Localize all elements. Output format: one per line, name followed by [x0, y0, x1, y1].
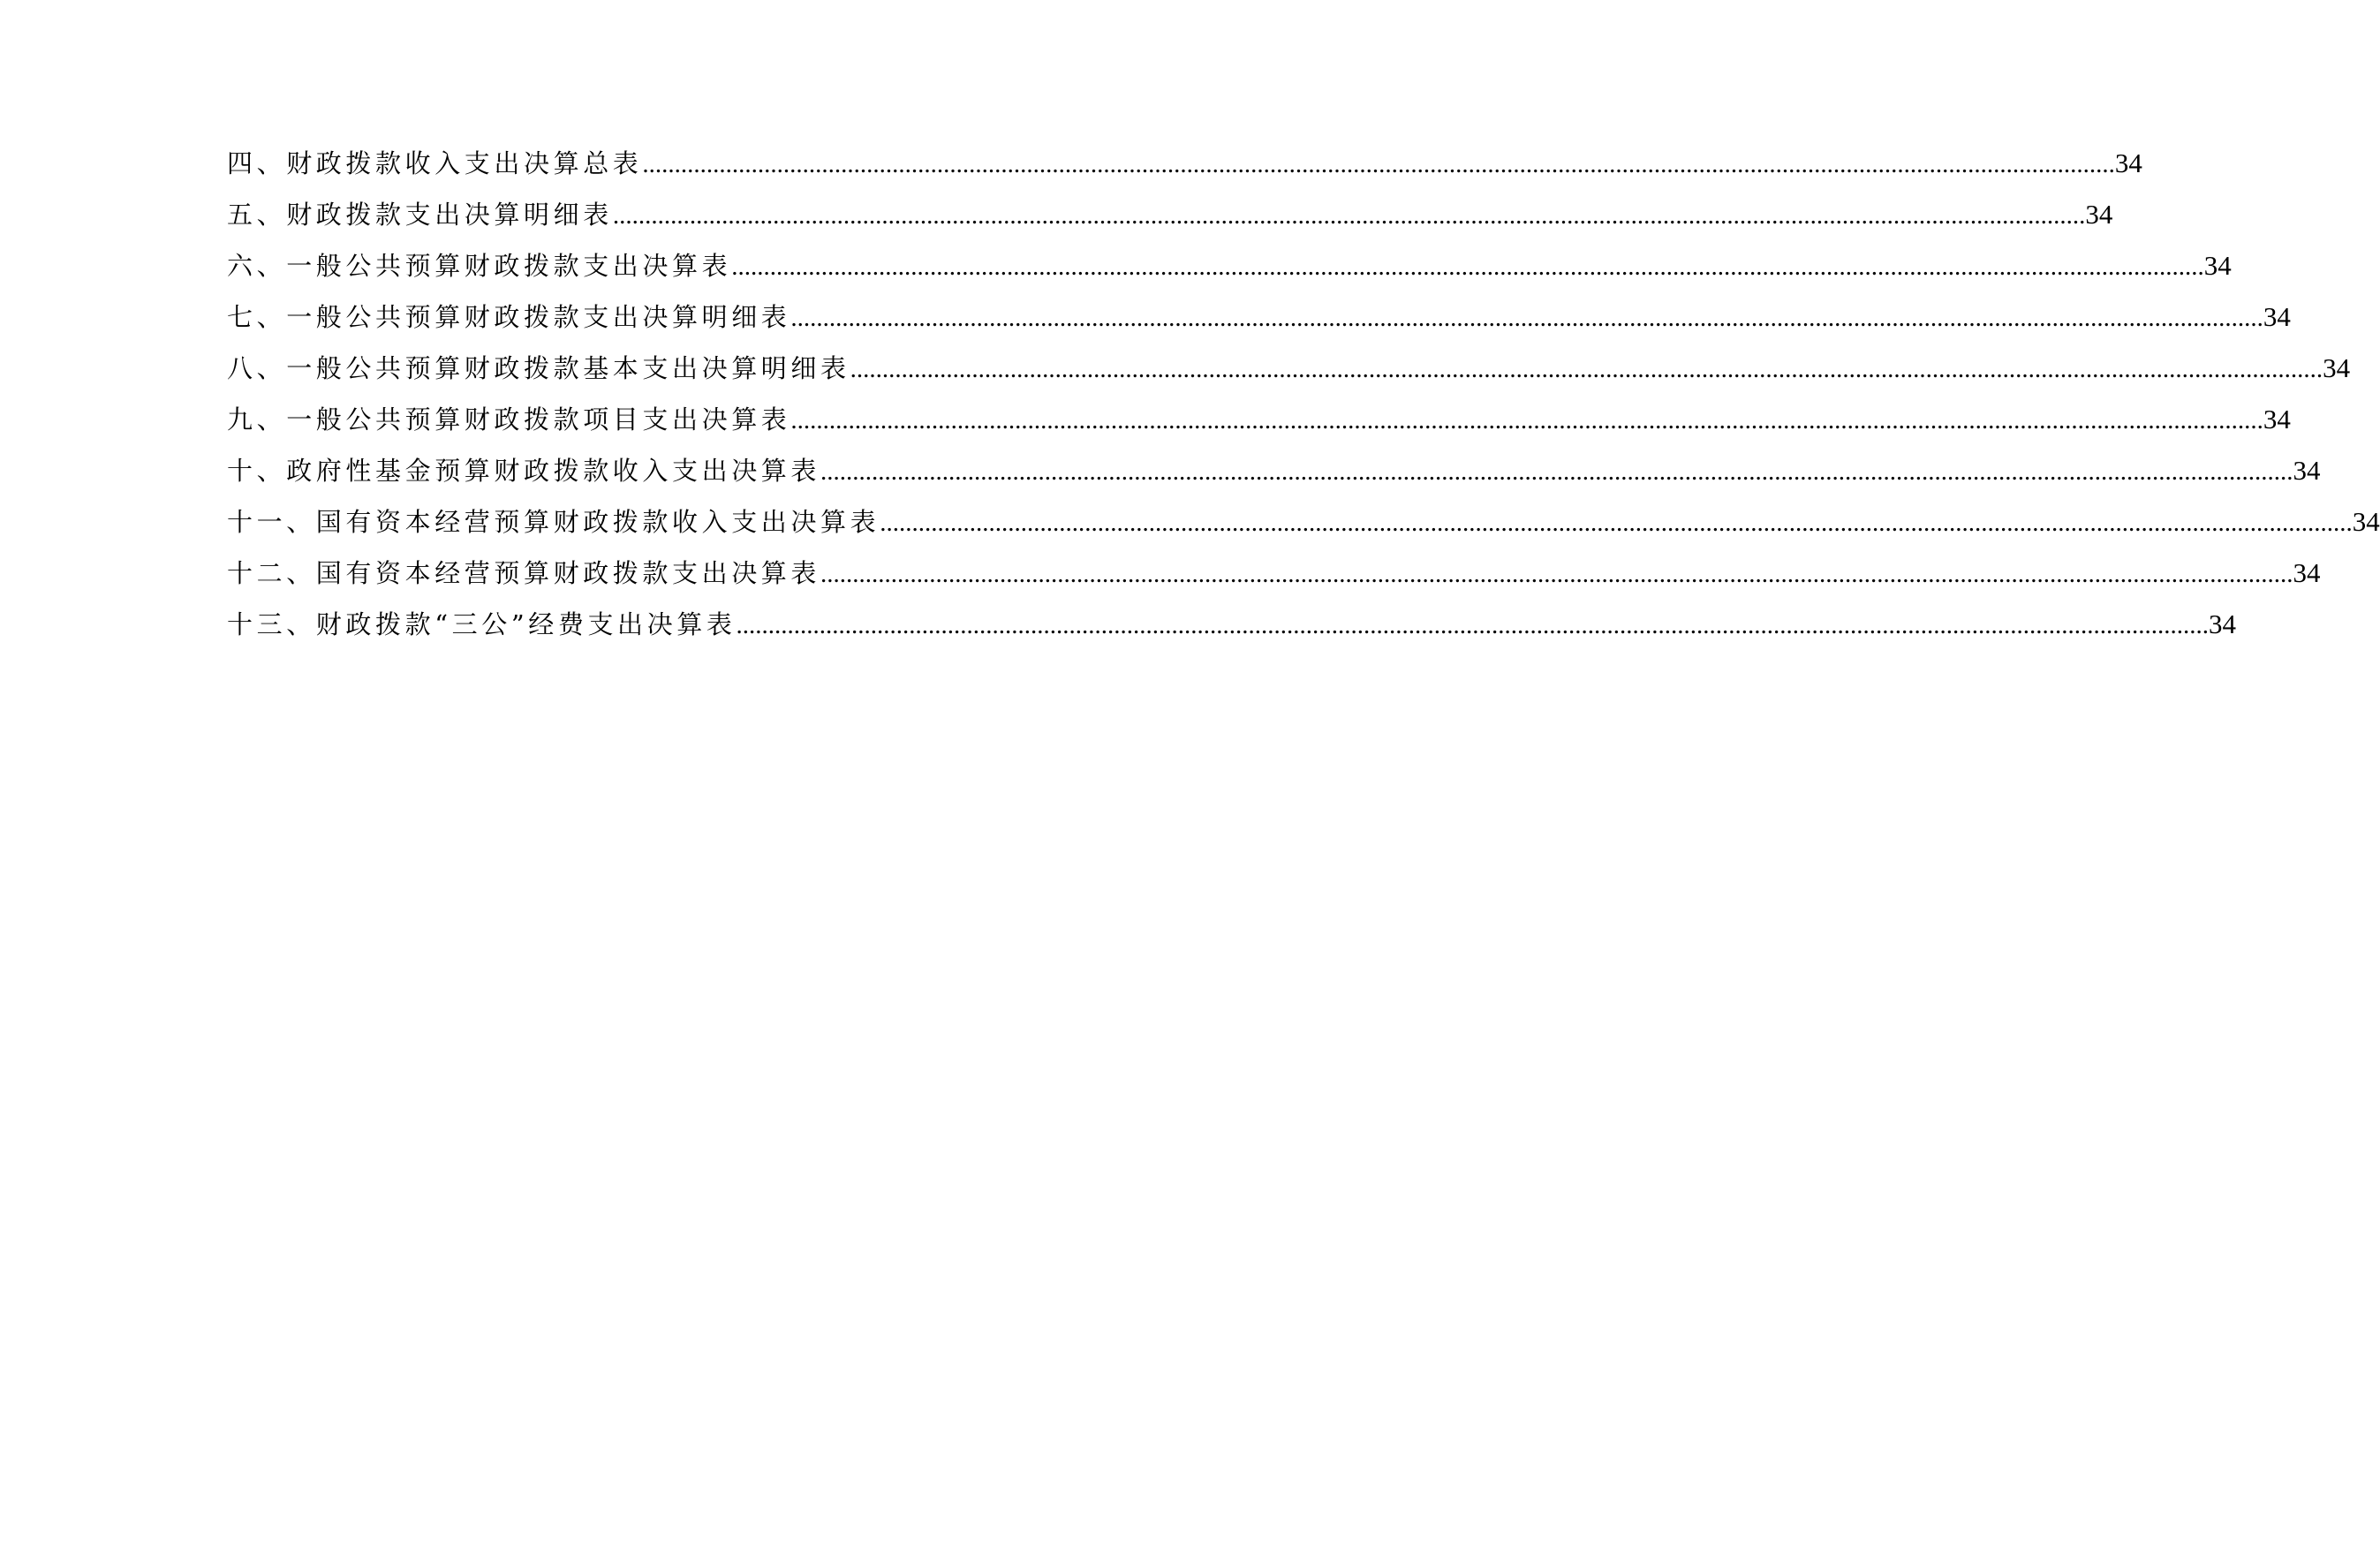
toc-entry-title: 九、一般公共预算财政拨款项目支出决算表: [227, 404, 791, 434]
toc-entry[interactable]: [227, 548, 2321, 599]
toc-dot-leader: [790, 395, 2263, 446]
toc-page-number: 34: [2085, 199, 2113, 230]
toc-entry[interactable]: [227, 343, 2351, 394]
toc-dot-leader: [736, 600, 2209, 651]
toc-entry-title: 十三、财政拨款“三公”经费支出决算表: [227, 609, 737, 639]
toc-entry[interactable]: [227, 138, 2142, 189]
toc-dot-leader: [642, 139, 2115, 190]
toc-entry-title: 七、一般公共预算财政拨款支出决算明细表: [227, 302, 791, 332]
toc-entry-title: 十、政府性基金预算财政拨款收入支出决算表: [227, 456, 821, 486]
toc-dot-leader: [820, 548, 2293, 600]
toc-page-number: 34: [2114, 147, 2142, 178]
toc-entry[interactable]: [227, 599, 2236, 650]
toc-entry-title: 八、一般公共预算财政拨款基本支出决算明细表: [227, 353, 850, 383]
toc-entry[interactable]: [227, 445, 2321, 496]
toc-dot-leader: [880, 497, 2353, 548]
toc-dot-leader: [731, 241, 2204, 292]
toc-page-number: 34: [2208, 608, 2236, 639]
toc-page-number: 34: [2293, 455, 2321, 486]
toc-entry[interactable]: [227, 240, 2232, 291]
toc-dot-leader: [850, 344, 2323, 395]
toc-entry-title: 六、一般公共预算财政拨款支出决算表: [227, 251, 732, 281]
toc-entry-title: 十一、国有资本经营预算财政拨款收入支出决算表: [227, 507, 880, 537]
toc-entry-title: 四、财政拨款收入支出决算总表: [227, 148, 643, 178]
table-of-contents: [227, 138, 2380, 650]
toc-entry[interactable]: [227, 189, 2113, 240]
toc-dot-leader: [790, 292, 2263, 344]
toc-page-number: 34: [2323, 352, 2351, 383]
toc-page-number: 34: [2203, 250, 2232, 281]
toc-dot-leader: [613, 190, 2086, 241]
toc-entry[interactable]: [227, 496, 2380, 548]
toc-page-number: 34: [2293, 557, 2321, 588]
toc-page-number: 34: [2263, 301, 2291, 332]
toc-dot-leader: [820, 446, 2293, 497]
toc-entry[interactable]: [227, 394, 2291, 445]
toc-entry[interactable]: [227, 291, 2291, 343]
toc-page-number: 34: [2352, 506, 2380, 537]
toc-page-number: 34: [2263, 404, 2291, 434]
toc-entry-title: 五、财政拨款支出决算明细表: [227, 200, 613, 230]
toc-entry-title: 十二、国有资本经营预算财政拨款支出决算表: [227, 558, 821, 588]
